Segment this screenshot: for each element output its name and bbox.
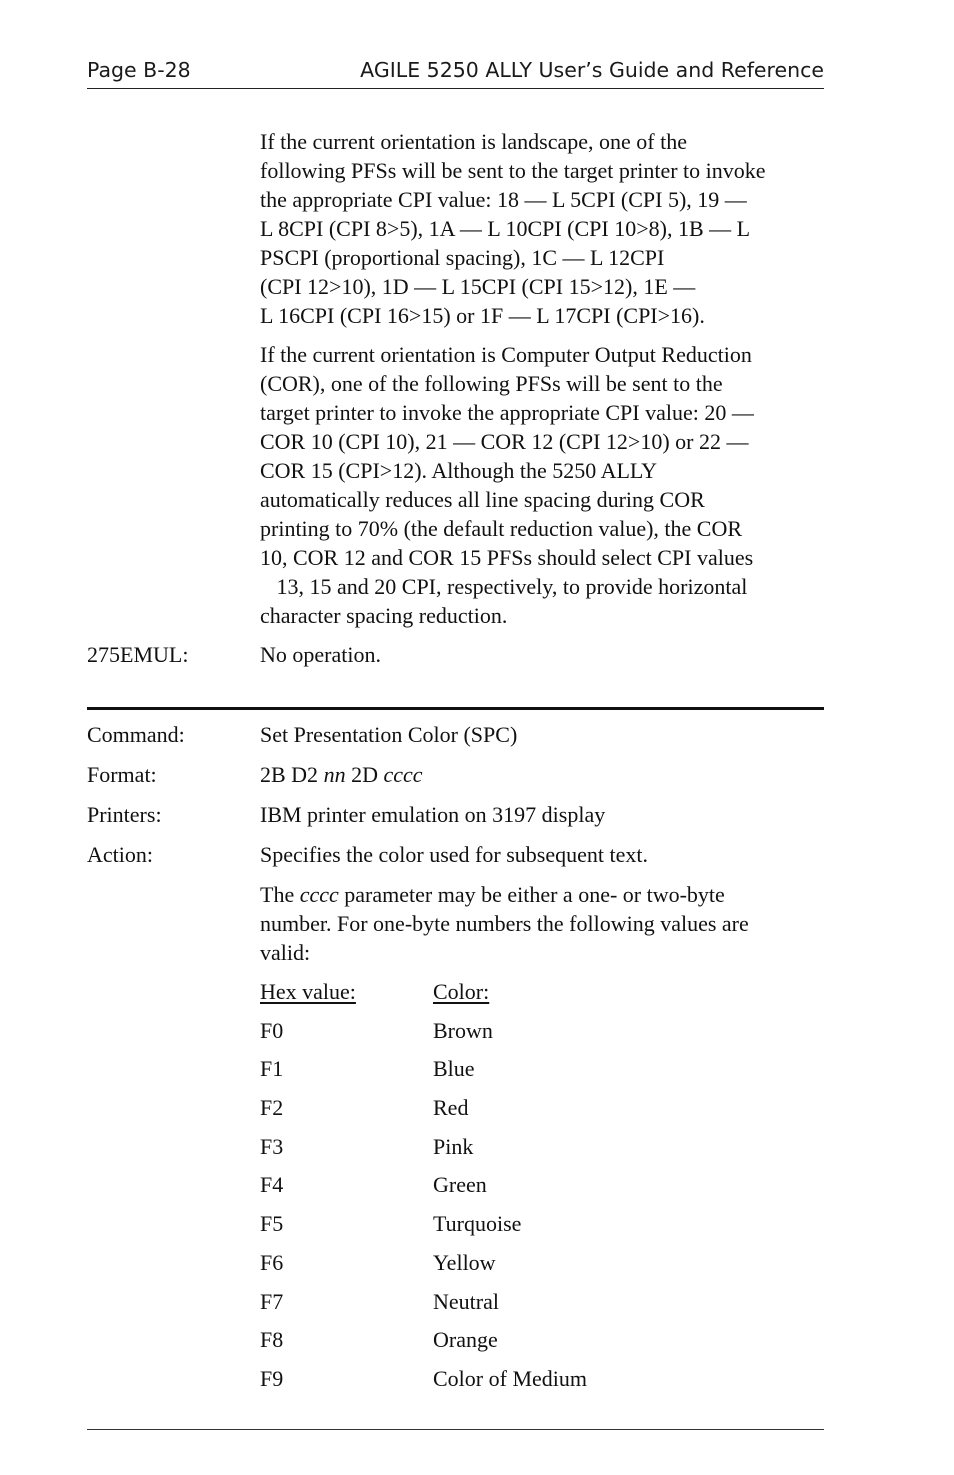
param-cccc: cccc [299, 882, 339, 907]
paragraph-line: 10, COR 12 and COR 15 PFSs should select CPI values [260, 545, 754, 570]
table-row [260, 1325, 760, 1364]
printers-label: Printers: [87, 802, 162, 827]
paragraph-line: automatically reduces all line spacing during COR [260, 487, 705, 512]
format-row [87, 760, 827, 789]
command-label: Command: [87, 722, 185, 747]
emul-label: 275EMUL: [87, 642, 189, 667]
hex-value-cell: F8 [260, 1327, 284, 1353]
color-cell: Red [433, 1095, 469, 1121]
parameter-paragraph [260, 880, 826, 967]
paragraph-line: L 16CPI (CPI 16>15) or 1F — L 17CPI (CPI>16). [260, 303, 705, 328]
table-row [260, 1287, 760, 1326]
hex-value-cell: F5 [260, 1211, 284, 1237]
cor-paragraph [260, 340, 826, 630]
hex-value-cell: F2 [260, 1095, 284, 1121]
table-row [260, 1132, 760, 1171]
table-row [260, 1248, 760, 1287]
emul-value: No operation. [260, 642, 381, 667]
format-param-cccc: cccc [383, 762, 423, 787]
color-cell: Neutral [433, 1288, 499, 1314]
action-label: Action: [87, 842, 153, 867]
text-run: The [260, 882, 300, 907]
action-row [87, 840, 827, 869]
format-value [260, 760, 423, 789]
color-cell: Color of Medium [433, 1365, 587, 1391]
paragraph-line: 13, 15 and 20 CPI, respectively, to provide horizontal [260, 574, 748, 599]
format-label: Format: [87, 762, 157, 787]
landscape-paragraph [260, 127, 826, 330]
color-cell: Blue [433, 1056, 475, 1082]
format-param-nn: nn [323, 762, 346, 787]
running-title: AGILE 5250 ALLY User’s Guide and Reference [360, 58, 824, 82]
table-row [260, 1016, 760, 1055]
paragraph-line: COR 10 (CPI 10), 21 — COR 12 (CPI 12>10) or 22 — [260, 429, 749, 454]
color-cell: Green [433, 1172, 487, 1198]
paragraph-line: valid: [260, 940, 311, 965]
hex-value-cell: F7 [260, 1288, 284, 1314]
color-table-header [260, 977, 760, 1016]
hex-value-header: Hex value: [260, 979, 356, 1004]
printers-value: IBM printer emulation on 3197 display [260, 802, 606, 827]
table-row [260, 1209, 760, 1248]
paragraph-line: L 8CPI (CPI 8>5), 1A — L 10CPI (CPI 10>8), 1B — L [260, 216, 751, 241]
format-code: 2B D2 [260, 762, 324, 787]
hex-value-cell: F6 [260, 1249, 284, 1275]
paragraph-line: PSCPI (proportional spacing), 1C — L 12CPI [260, 245, 665, 270]
paragraph-line: COR 15 (CPI>12). Although the 5250 ALLY [260, 458, 658, 483]
color-cell: Turquoise [433, 1211, 522, 1237]
paragraph-line [260, 880, 826, 909]
footer-rule [87, 1429, 824, 1430]
paragraph-line: character spacing reduction. [260, 603, 508, 628]
printers-row [87, 800, 827, 829]
hex-value-cell: F4 [260, 1172, 284, 1198]
command-value: Set Presentation Color (SPC) [260, 722, 518, 747]
command-row [87, 720, 827, 749]
color-cell: Yellow [433, 1249, 496, 1275]
color-cell: Orange [433, 1327, 498, 1353]
hex-value-cell: F1 [260, 1056, 284, 1082]
page-header [87, 58, 824, 89]
color-header: Color: [433, 979, 490, 1004]
table-row [260, 1093, 760, 1132]
color-cell: Brown [433, 1017, 493, 1043]
color-table [260, 977, 760, 1403]
paragraph-line: target printer to invoke the appropriate CPI value: 20 — [260, 400, 754, 425]
text-run: parameter may be either a one- or two-byte [338, 882, 725, 907]
paragraph-line: If the current orientation is Computer Output Reduction [260, 342, 752, 367]
hex-value-cell: F9 [260, 1365, 284, 1391]
paragraph-line: (COR), one of the following PFSs will be sent to the [260, 371, 723, 396]
table-row [260, 1364, 760, 1403]
format-code: 2D [345, 762, 384, 787]
hex-value-cell: F0 [260, 1017, 284, 1043]
emul-row [87, 640, 827, 669]
paragraph-line: number. For one-byte numbers the following values are [260, 911, 749, 936]
page-number: Page B-28 [87, 58, 191, 82]
paragraph-line: following PFSs will be sent to the target printer to invoke [260, 158, 766, 183]
paragraph-line: If the current orientation is landscape, one of the [260, 129, 688, 154]
paragraph-line: printing to 70% (the default reduction value), the COR [260, 516, 743, 541]
hex-value-cell: F3 [260, 1133, 284, 1159]
color-cell: Pink [433, 1133, 474, 1159]
paragraph-line: the appropriate CPI value: 18 — L 5CPI (CPI 5), 19 — [260, 187, 747, 212]
table-row [260, 1170, 760, 1209]
action-value: Specifies the color used for subsequent text. [260, 842, 648, 867]
paragraph-line: (CPI 12>10), 1D — L 15CPI (CPI 15>12), 1E — [260, 274, 696, 299]
table-row [260, 1054, 760, 1093]
section-divider [87, 707, 824, 710]
